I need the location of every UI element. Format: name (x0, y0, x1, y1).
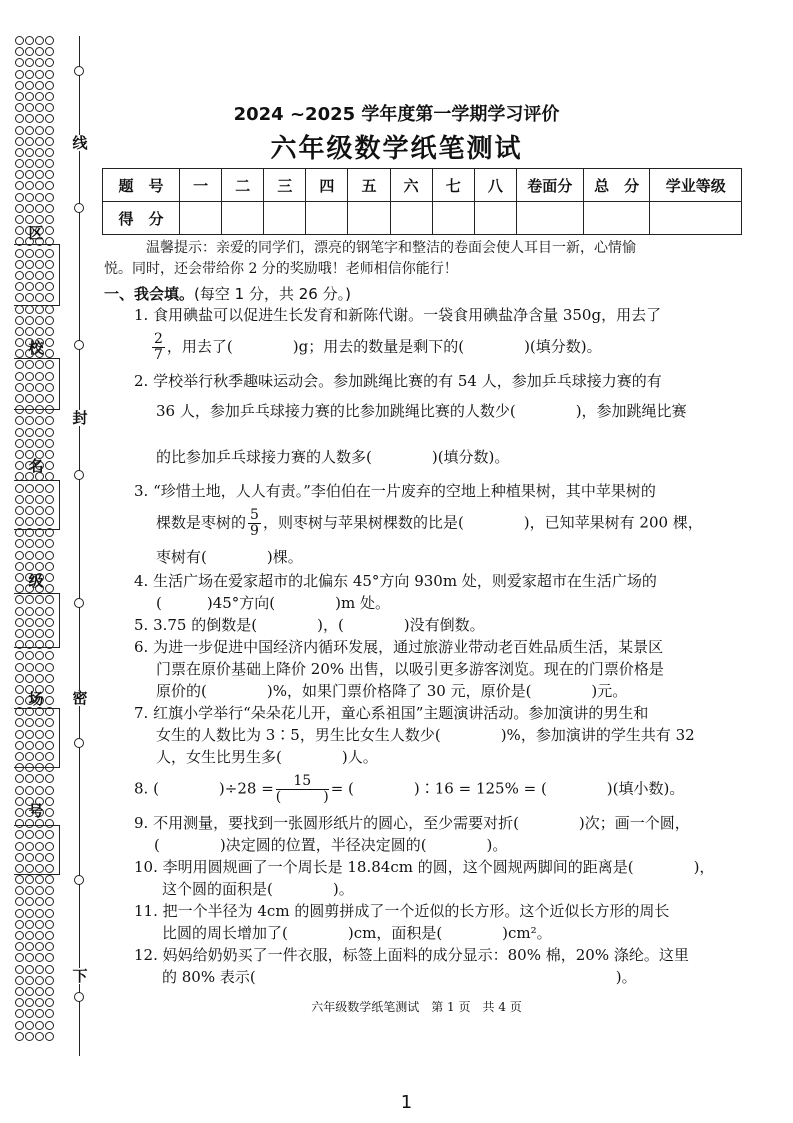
binding-hole (35, 204, 44, 213)
score-row-label: 得 分 (103, 202, 180, 235)
question-12-line-1: 12. 妈妈给奶奶买了一件衣服，标签上面料的成分显示：80% 棉，20% 涤纶。这里 (134, 946, 689, 964)
binding-hole-row (14, 965, 58, 976)
binding-hole (25, 886, 34, 895)
binding-hole (35, 439, 44, 448)
binding-hole (45, 70, 54, 79)
binding-hole (45, 416, 54, 425)
binding-hole (15, 416, 24, 425)
question-7-line-2: 女生的人数比为 3∶5，男生比女生人数少( )%，参加演讲的学生共有 32 (156, 726, 695, 744)
binding-hole (45, 942, 54, 951)
binding-hole-row (14, 1021, 58, 1032)
field-box-number[interactable] (14, 825, 60, 875)
field-label-name: 名 (28, 457, 44, 475)
question-8-post: = ( )∶16 = 125% = ( )(填小数)。 (330, 779, 685, 798)
binding-hole (25, 965, 34, 974)
score-cell: 学业等级 (650, 169, 742, 202)
binding-hole-row (14, 416, 58, 427)
binding-hole (25, 674, 34, 683)
binding-hole-row (14, 942, 58, 953)
binding-hole (15, 58, 24, 67)
score-cell: 卷面分 (516, 169, 583, 202)
binding-hole (35, 953, 44, 962)
binding-hole (15, 786, 24, 795)
binding-hole (15, 774, 24, 783)
binding-hole (15, 909, 24, 918)
binding-hole (45, 663, 54, 672)
binding-hole (15, 193, 24, 202)
binding-hole (15, 1021, 24, 1030)
score-cell: 三 (264, 169, 306, 202)
binding-hole (35, 663, 44, 672)
binding-hole (35, 1021, 44, 1030)
binding-hole (25, 58, 34, 67)
question-1-line-1: 1. 食用碘盐可以促进生长发育和新陈代谢。一袋食用碘盐净含量 350g，用去了 (134, 306, 662, 324)
binding-hole-row (14, 170, 58, 181)
tip-line-2: 悦。同时，还会带给你 2 分的奖励哦！老师相信你能行！ (104, 261, 458, 277)
field-label-exam-room: 场 (28, 690, 44, 708)
binding-hole (25, 439, 34, 448)
section-1-title: 一、我会填。 (104, 285, 195, 303)
binding-hole-row (14, 663, 58, 674)
question-11-line-1: 11. 把一个半径为 4cm 的圆剪拼成了一个近似的长方形。这个近似长方形的周长 (134, 902, 670, 920)
score-cell: 一 (180, 169, 222, 202)
binding-hole (45, 886, 54, 895)
question-3-line-1: 3. “珍惜土地，人人有责。”李伯伯在一片废弃的空地上种植果树，其中苹果树的 (134, 482, 656, 500)
binding-char-feng: 封 (70, 410, 90, 426)
question-3-line-3: 枣树有( )棵。 (156, 548, 303, 566)
binding-hole (35, 551, 44, 560)
score-cell: 六 (390, 169, 432, 202)
question-3-line-2 (156, 508, 703, 539)
score-input-cell[interactable] (474, 202, 516, 235)
question-4-line-1: 4. 生活广场在爱家超市的北偏东 45°方向 930m 处，则爱家超市在生活广场的 (134, 572, 657, 590)
binding-hole (15, 327, 24, 336)
binding-hole (25, 1032, 34, 1041)
binding-hole-row (14, 58, 58, 69)
binding-hole (15, 70, 24, 79)
binding-hole (35, 886, 44, 895)
binding-hole (45, 774, 54, 783)
binding-hole (15, 931, 24, 940)
year-title: 2024 ~2025 学年度第一学期学习评价 (233, 104, 560, 125)
binding-hole (25, 953, 34, 962)
binding-hole (35, 58, 44, 67)
binding-hole (15, 204, 24, 213)
binding-hole (35, 416, 44, 425)
field-box-name[interactable] (14, 480, 60, 530)
binding-hole (35, 47, 44, 56)
binding-hole (45, 651, 54, 660)
binding-dot (74, 598, 84, 608)
binding-hole (45, 58, 54, 67)
binding-hole (15, 1032, 24, 1041)
question-7-line-1: 7. 红旗小学举行“朵朵花儿开，童心系祖国”主题演讲活动。参加演讲的男生和 (134, 704, 649, 722)
binding-hole (35, 931, 44, 940)
binding-hole (15, 897, 24, 906)
score-cell: 总 分 (583, 169, 650, 202)
fraction-numerator: 2 (154, 331, 163, 347)
question-6-line-3: 原价的( )%，如果门票价格降了 30 元，原价是( )元。 (156, 682, 628, 700)
binding-dot (74, 66, 84, 76)
score-input-cell[interactable] (390, 202, 432, 235)
binding-dot (74, 875, 84, 885)
field-label-district: 区 (28, 224, 44, 242)
score-input-cell[interactable] (264, 202, 306, 235)
binding-hole (25, 920, 34, 929)
score-input-cell[interactable] (180, 202, 222, 235)
binding-hole-row (14, 70, 58, 81)
binding-hole-row (14, 987, 58, 998)
binding-hole-row (14, 1032, 58, 1043)
binding-hole-row (14, 81, 58, 92)
binding-hole (25, 539, 34, 548)
binding-hole (35, 81, 44, 90)
binding-hole (35, 181, 44, 190)
question-8 (134, 774, 684, 805)
score-table (102, 168, 742, 235)
score-input-cell[interactable] (348, 202, 390, 235)
binding-hole (45, 428, 54, 437)
field-box-school[interactable] (14, 358, 60, 410)
score-input-cell[interactable] (516, 202, 583, 235)
score-cell: 五 (348, 169, 390, 202)
question-12-line-2: 的 80% 表示( )。 (162, 968, 637, 986)
score-input-cell[interactable] (650, 202, 742, 235)
binding-hole (35, 170, 44, 179)
binding-hole (25, 897, 34, 906)
binding-hole (15, 170, 24, 179)
binding-hole (15, 428, 24, 437)
question-6-line-1: 6. 为进一步促进中国经济内循环发展，通过旅游业带动老百姓品质生活，某景区 (134, 638, 664, 656)
binding-hole (25, 1021, 34, 1030)
binding-hole (35, 909, 44, 918)
binding-hole (25, 428, 34, 437)
binding-hole (35, 651, 44, 660)
question-9-line-1: 9. 不用测量，要找到一张圆形纸片的圆心，至少需要对折( )次；画一个圆， (134, 814, 690, 832)
binding-hole-row (14, 920, 58, 931)
field-label-number: 号 (28, 802, 44, 820)
score-table-header-row (103, 169, 742, 202)
binding-hole-row (14, 36, 58, 47)
binding-hole (45, 920, 54, 929)
question-10-line-1: 10. 李明用圆规画了一个周长是 18.84cm 的圆，这个圆规两脚间的距离是( )， (134, 858, 715, 876)
binding-hole-row (14, 181, 58, 192)
binding-hole-row (14, 316, 58, 327)
binding-hole (45, 539, 54, 548)
score-input-cell[interactable] (583, 202, 650, 235)
binding-hole (15, 539, 24, 548)
binding-hole (15, 920, 24, 929)
binding-char-xia: 下 (70, 968, 90, 984)
binding-hole (15, 875, 24, 884)
binding-char-mi: 密 (70, 690, 90, 706)
binding-hole-row (14, 875, 58, 886)
binding-hole-row (14, 439, 58, 450)
question-4-line-2: ( )45°方向( )m 处。 (156, 594, 390, 612)
binding-hole (35, 428, 44, 437)
score-table-score-row (103, 202, 742, 235)
page-number: 1 (400, 1092, 413, 1113)
binding-hole (25, 774, 34, 783)
fraction-numerator: 5 (250, 507, 259, 523)
binding-hole (35, 965, 44, 974)
binding-hole (25, 651, 34, 660)
tip-line-1: 温馨提示：亲爱的同学们，漂亮的钢笔字和整洁的卷面会使人耳目一新，心情愉 (146, 240, 636, 256)
binding-hole (35, 1032, 44, 1041)
binding-hole (35, 875, 44, 884)
binding-hole (35, 786, 44, 795)
field-label-class: 级 (28, 572, 44, 590)
score-input-cell[interactable] (222, 202, 264, 235)
binding-hole-row (14, 774, 58, 785)
binding-dot (74, 203, 84, 213)
binding-hole (25, 987, 34, 996)
binding-hole (45, 1021, 54, 1030)
binding-hole (15, 663, 24, 672)
question-9-line-2: ( )决定圆的位置，半径决定圆的( )。 (154, 836, 508, 854)
binding-dot (74, 738, 84, 748)
binding-hole (45, 965, 54, 974)
binding-hole (15, 439, 24, 448)
binding-hole (45, 897, 54, 906)
binding-hole (15, 942, 24, 951)
score-cell: 八 (474, 169, 516, 202)
binding-hole (25, 316, 34, 325)
binding-hole (45, 327, 54, 336)
fraction-2-7 (152, 332, 165, 363)
binding-hole-row (14, 539, 58, 550)
binding-dot (74, 470, 84, 480)
question-2-line-3: 的比参加乒乓球接力赛的人数多( )(填分数)。 (156, 448, 510, 466)
binding-hole-row (14, 886, 58, 897)
fraction-5-9 (248, 508, 261, 539)
binding-hole (25, 81, 34, 90)
binding-hole (35, 327, 44, 336)
score-cell: 四 (306, 169, 348, 202)
binding-hole (25, 976, 34, 985)
binding-hole (15, 81, 24, 90)
binding-hole-row (14, 786, 58, 797)
binding-hole (15, 181, 24, 190)
field-box-exam-room[interactable] (14, 708, 60, 768)
section-title (104, 283, 351, 304)
binding-hole (35, 316, 44, 325)
binding-hole-row (14, 909, 58, 920)
binding-hole (25, 193, 34, 202)
binding-hole (45, 193, 54, 202)
binding-hole (35, 942, 44, 951)
question-8-pre: 8. ( )÷28 = (134, 779, 274, 798)
binding-hole (45, 953, 54, 962)
question-11-line-2: 比圆的周长增加了( )cm，面积是( )cm²。 (162, 924, 552, 942)
binding-hole (45, 181, 54, 190)
binding-hole (35, 539, 44, 548)
binding-hole (35, 36, 44, 45)
fraction-denominator: ( ) (275, 789, 329, 805)
page-footer: 六年级数学纸笔测试 第 1 页 共 4 页 (311, 1000, 522, 1014)
score-input-cell[interactable] (306, 202, 348, 235)
binding-hole (35, 976, 44, 985)
binding-hole (45, 316, 54, 325)
binding-hole-row (14, 651, 58, 662)
score-cell: 七 (432, 169, 474, 202)
binding-line (79, 36, 80, 1056)
binding-hole-row (14, 193, 58, 204)
question-3-line-2-post: ，则枣树与苹果树棵数的比是( )，已知苹果树有 200 棵， (262, 513, 703, 532)
fraction-15-blank (276, 774, 329, 805)
binding-hole (15, 976, 24, 985)
binding-hole (25, 204, 34, 213)
binding-hole (45, 170, 54, 179)
binding-hole-row (14, 897, 58, 908)
binding-hole (15, 987, 24, 996)
field-label-school: 校 (28, 339, 44, 357)
fraction-numerator: 15 (276, 774, 329, 790)
binding-hole (45, 47, 54, 56)
question-3-line-2-pre: 棵数是枣树的 (156, 513, 247, 532)
binding-hole (15, 674, 24, 683)
binding-hole (25, 47, 34, 56)
binding-hole-row (14, 976, 58, 987)
binding-hole-row (14, 204, 58, 215)
question-2-line-1: 2. 学校举行秋季趣味运动会。参加跳绳比赛的有 54 人，参加乒乓球接力赛的有 (134, 372, 662, 390)
binding-hole (25, 875, 34, 884)
question-1-line-2 (150, 332, 602, 363)
binding-hole (45, 674, 54, 683)
binding-hole (25, 663, 34, 672)
binding-hole (15, 36, 24, 45)
fraction-denominator: 7 (154, 347, 163, 363)
binding-hole (25, 36, 34, 45)
score-cell: 二 (222, 169, 264, 202)
binding-hole (45, 987, 54, 996)
binding-hole (45, 786, 54, 795)
binding-hole (45, 931, 54, 940)
binding-hole (25, 181, 34, 190)
binding-hole (25, 327, 34, 336)
binding-hole (35, 774, 44, 783)
binding-holes (14, 36, 58, 1043)
binding-hole-row (14, 305, 58, 316)
binding-hole (45, 875, 54, 884)
binding-hole (45, 909, 54, 918)
binding-hole (25, 786, 34, 795)
field-box-district[interactable] (14, 244, 60, 306)
binding-hole (45, 976, 54, 985)
binding-hole (35, 897, 44, 906)
binding-hole-row (14, 428, 58, 439)
binding-hole (25, 70, 34, 79)
field-box-class[interactable] (14, 593, 60, 648)
section-1-note: (每空 1 分，共 26 分。) (194, 285, 351, 303)
binding-hole (25, 909, 34, 918)
binding-hole (15, 953, 24, 962)
binding-hole (15, 316, 24, 325)
binding-hole-row (14, 674, 58, 685)
question-5: 5. 3.75 的倒数是( )，( )没有倒数。 (134, 616, 485, 634)
binding-hole (35, 193, 44, 202)
binding-hole (15, 886, 24, 895)
binding-hole-row (14, 551, 58, 562)
binding-hole (25, 942, 34, 951)
binding-hole (25, 170, 34, 179)
question-2-line-2: 36 人，参加乒乓球接力赛的比参加跳绳比赛的人数少( )，参加跳绳比赛 (156, 402, 687, 420)
binding-hole (45, 204, 54, 213)
binding-hole-row (14, 953, 58, 964)
binding-hole (25, 551, 34, 560)
fraction-denominator: 9 (250, 523, 259, 539)
binding-hole (45, 551, 54, 560)
binding-hole (35, 674, 44, 683)
binding-hole (25, 931, 34, 940)
binding-hole (45, 36, 54, 45)
question-7-line-3: 人，女生比男生多( )人。 (156, 748, 378, 766)
score-input-cell[interactable] (432, 202, 474, 235)
binding-hole (45, 439, 54, 448)
binding-hole (15, 651, 24, 660)
binding-hole (15, 965, 24, 974)
binding-hole (35, 70, 44, 79)
binding-hole (15, 551, 24, 560)
score-cell: 题 号 (103, 169, 180, 202)
binding-hole (45, 81, 54, 90)
question-1-line-2-text: ，用去了( )g；用去的数量是剩下的( )(填分数)。 (166, 337, 602, 356)
binding-char-xian: 线 (70, 135, 90, 151)
exam-title: 六年级数学纸笔测试 (270, 134, 523, 164)
binding-dot (74, 340, 84, 350)
binding-hole (15, 47, 24, 56)
binding-hole-row (14, 931, 58, 942)
binding-hole (45, 1032, 54, 1041)
binding-hole (35, 920, 44, 929)
binding-hole-row (14, 47, 58, 58)
question-10-line-2: 这个圆的面积是( )。 (162, 880, 354, 898)
question-6-line-2: 门票在原价基础上降价 20% 出售，以吸引更多游客浏览。现在的门票价格是 (156, 660, 664, 678)
binding-hole (25, 416, 34, 425)
binding-hole (35, 987, 44, 996)
